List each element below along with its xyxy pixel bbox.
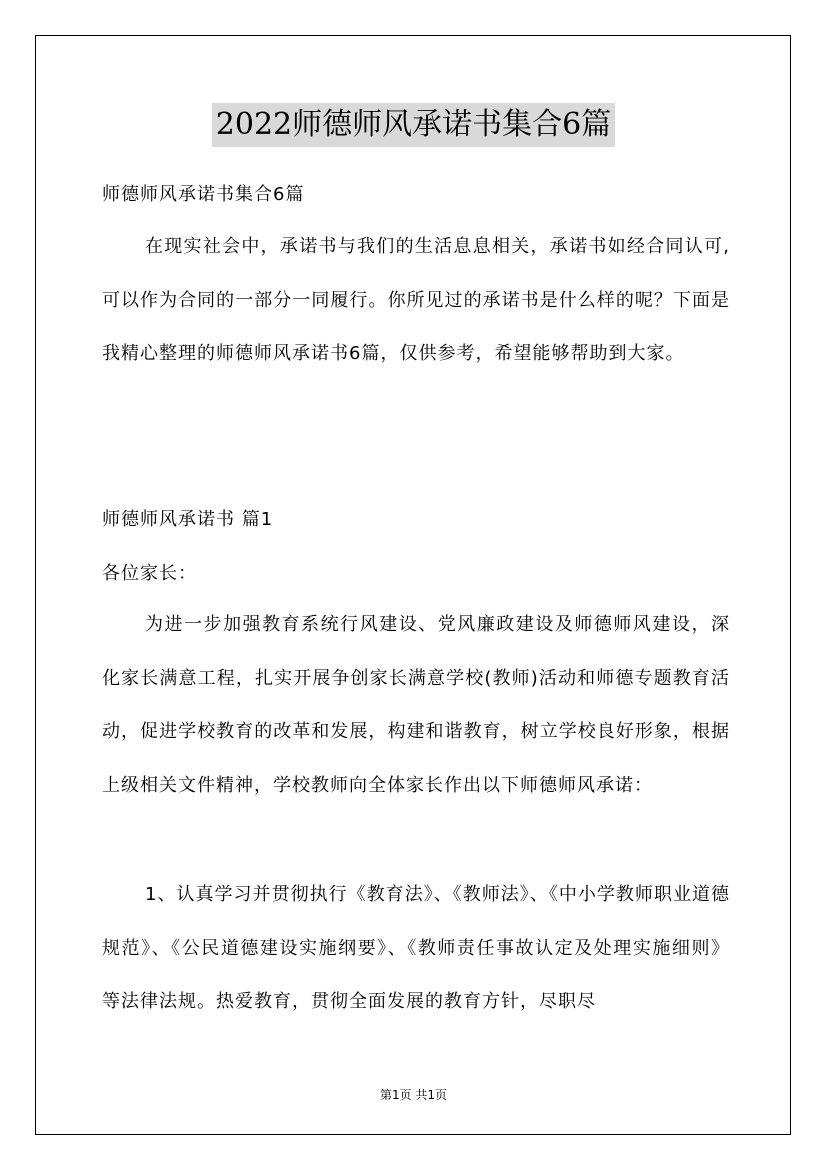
- page-footer: 第1页 共1页: [379, 1088, 448, 1102]
- title-container: [0, 103, 827, 147]
- body-paragraph: 1、认真学习并贯彻执行《教育法》、《教师法》、《中小学教师职业道德规范》、《公民道德建设实施纲要》、《教师责任事故认定及处理实施细则》等法律法规。热爱教育，贯彻全面发展的教育方针，尽职尽: [102, 884, 730, 1012]
- section-heading: 师德师风承诺书 篇1: [102, 509, 274, 530]
- intro-paragraph: 在现实社会中，承诺书与我们的生活息息相关，承诺书如经合同认可,可以作为合同的一部分一同履行。你所见过的承诺书是什么样的呢？下面是我精心整理的师德师风承诺书6篇，仅供参考，希望能够帮助到大家。: [102, 236, 730, 364]
- document-subtitle: 师德师风承诺书集合6篇: [102, 184, 305, 205]
- document-title: 2022师德师风承诺书集合6篇: [212, 103, 615, 147]
- body-paragraph: 为进一步加强教育系统行风建设、党风廉政建设及师德师风建设，深化家长满意工程，扎实开展争创家长满意学校(教师)活动和师德专题教育活动，促进学校教育的改革和发展，构建和谐教育，树立学校良好形象，根据上级相关文件精神，学校教师向全体家长作出以下师德师风承诺：: [102, 614, 730, 796]
- salutation: 各位家长：: [102, 563, 197, 584]
